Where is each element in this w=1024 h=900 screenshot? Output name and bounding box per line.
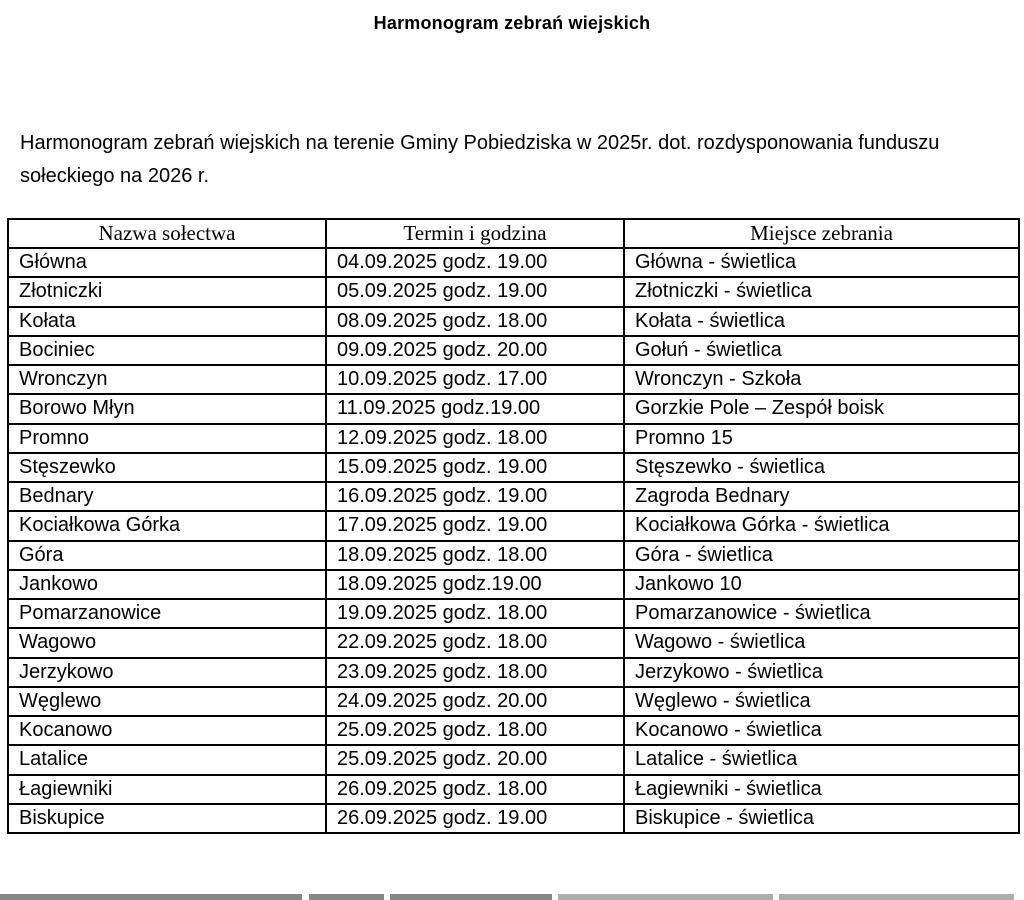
cell-place: Wronczyn - Szkoła <box>624 365 1019 394</box>
cell-name: Węglewo <box>8 687 326 716</box>
table-row <box>8 541 1019 570</box>
cell-datetime: 25.09.2025 godz. 18.00 <box>326 716 624 745</box>
header-cell-datetime: Termin i godzina <box>326 219 624 248</box>
bottom-cutoff-bar-segment <box>779 894 1014 900</box>
cell-place: Kołata - świetlica <box>624 307 1019 336</box>
table-row <box>8 570 1019 599</box>
cell-place: Główna - świetlica <box>624 248 1019 277</box>
intro-paragraph: Harmonogram zebrań wiejskich na terenie Gminy Pobiedziska w 2025r. dot. rozdysponowania funduszu sołeckiego na 2026 r. <box>20 132 940 187</box>
cell-place: Kociałkowa Górka - świetlica <box>624 511 1019 540</box>
cell-name: Stęszewko <box>8 453 326 482</box>
cell-name: Jerzykowo <box>8 658 326 687</box>
table-row <box>8 716 1019 745</box>
cell-place: Węglewo - świetlica <box>624 687 1019 716</box>
cell-datetime: 15.09.2025 godz. 19.00 <box>326 453 624 482</box>
table-row <box>8 336 1019 365</box>
schedule-table-body <box>8 248 1019 833</box>
cell-datetime: 16.09.2025 godz. 19.00 <box>326 482 624 511</box>
cell-datetime: 26.09.2025 godz. 18.00 <box>326 775 624 804</box>
table-row <box>8 628 1019 657</box>
cell-datetime: 22.09.2025 godz. 18.00 <box>326 628 624 657</box>
cell-datetime: 26.09.2025 godz. 19.00 <box>326 804 624 833</box>
cell-datetime: 18.09.2025 godz.19.00 <box>326 570 624 599</box>
table-row <box>8 424 1019 453</box>
table-row <box>8 658 1019 687</box>
cell-place: Złotniczki - świetlica <box>624 277 1019 306</box>
bottom-cutoff-bar-segment <box>309 894 384 900</box>
cell-place: Promno 15 <box>624 424 1019 453</box>
cell-name: Biskupice <box>8 804 326 833</box>
table-row <box>8 511 1019 540</box>
header-cell-name: Nazwa sołectwa <box>8 219 326 248</box>
cell-name: Bednary <box>8 482 326 511</box>
cell-name: Latalice <box>8 745 326 774</box>
cell-datetime: 04.09.2025 godz. 19.00 <box>326 248 624 277</box>
cell-place: Wagowo - świetlica <box>624 628 1019 657</box>
schedule-table <box>7 218 1020 834</box>
cell-place: Biskupice - świetlica <box>624 804 1019 833</box>
cell-name: Pomarzanowice <box>8 599 326 628</box>
cell-name: Łagiewniki <box>8 775 326 804</box>
cell-name: Wronczyn <box>8 365 326 394</box>
bottom-cutoff-bar-segment <box>558 894 773 900</box>
cell-datetime: 05.09.2025 godz. 19.00 <box>326 277 624 306</box>
table-row <box>8 745 1019 774</box>
cell-datetime: 10.09.2025 godz. 17.00 <box>326 365 624 394</box>
cell-place: Latalice - świetlica <box>624 745 1019 774</box>
table-row <box>8 775 1019 804</box>
table-row <box>8 277 1019 306</box>
cell-name: Bociniec <box>8 336 326 365</box>
cell-place: Pomarzanowice - świetlica <box>624 599 1019 628</box>
table-row <box>8 365 1019 394</box>
table-row <box>8 482 1019 511</box>
cell-name: Promno <box>8 424 326 453</box>
table-row <box>8 453 1019 482</box>
cell-name: Wagowo <box>8 628 326 657</box>
cell-datetime: 09.09.2025 godz. 20.00 <box>326 336 624 365</box>
cell-name: Kocanowo <box>8 716 326 745</box>
cell-place: Gorzkie Pole – Zespół boisk <box>624 394 1019 423</box>
cell-datetime: 24.09.2025 godz. 20.00 <box>326 687 624 716</box>
cell-datetime: 23.09.2025 godz. 18.00 <box>326 658 624 687</box>
cell-name: Kołata <box>8 307 326 336</box>
cell-datetime: 18.09.2025 godz. 18.00 <box>326 541 624 570</box>
cell-place: Łagiewniki - świetlica <box>624 775 1019 804</box>
header-row <box>8 219 1019 248</box>
header-cell-place: Miejsce zebrania <box>624 219 1019 248</box>
bottom-cutoff-bar-segment <box>390 894 552 900</box>
cell-place: Jankowo 10 <box>624 570 1019 599</box>
cell-datetime: 17.09.2025 godz. 19.00 <box>326 511 624 540</box>
cell-datetime: 12.09.2025 godz. 18.00 <box>326 424 624 453</box>
cell-place: Kocanowo - świetlica <box>624 716 1019 745</box>
cell-place: Jerzykowo - świetlica <box>624 658 1019 687</box>
cell-datetime: 25.09.2025 godz. 20.00 <box>326 745 624 774</box>
cell-place: Zagroda Bednary <box>624 482 1019 511</box>
cell-datetime: 19.09.2025 godz. 18.00 <box>326 599 624 628</box>
table-row <box>8 804 1019 833</box>
cell-name: Główna <box>8 248 326 277</box>
schedule-table-header <box>8 219 1019 248</box>
cell-place: Gołuń - świetlica <box>624 336 1019 365</box>
cell-datetime: 08.09.2025 godz. 18.00 <box>326 307 624 336</box>
cell-place: Góra - świetlica <box>624 541 1019 570</box>
page-title: Harmonogram zebrań wiejskich <box>373 13 651 33</box>
table-row <box>8 687 1019 716</box>
cell-datetime: 11.09.2025 godz.19.00 <box>326 394 624 423</box>
table-row <box>8 394 1019 423</box>
cell-place: Stęszewko - świetlica <box>624 453 1019 482</box>
cell-name: Borowo Młyn <box>8 394 326 423</box>
bottom-cutoff-bar-segment <box>0 894 302 900</box>
table-row <box>8 248 1019 277</box>
cell-name: Jankowo <box>8 570 326 599</box>
table-row <box>8 599 1019 628</box>
cell-name: Złotniczki <box>8 277 326 306</box>
cell-name: Góra <box>8 541 326 570</box>
cell-name: Kociałkowa Górka <box>8 511 326 540</box>
table-row <box>8 307 1019 336</box>
